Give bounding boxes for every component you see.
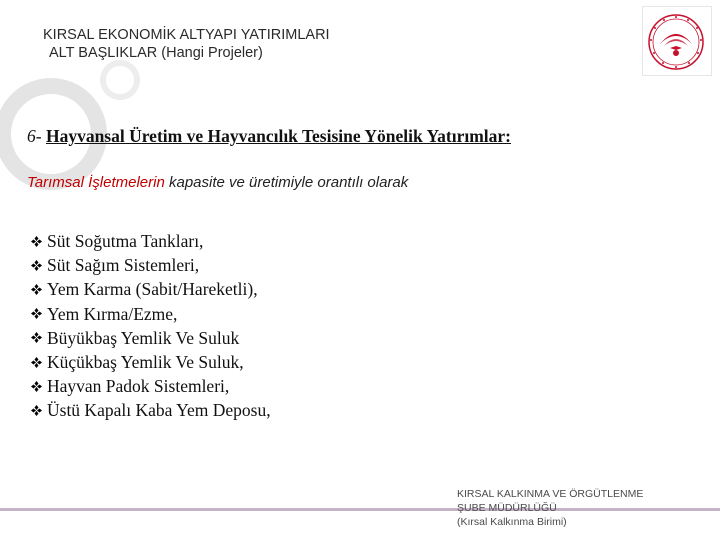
list-item-label: Büyükbaş Yemlik Ve Suluk	[47, 327, 240, 348]
list-item-label: Yem Kırma/Ezme,	[47, 303, 178, 324]
section-title	[27, 126, 511, 147]
list-item	[31, 229, 271, 253]
section-number: 6-	[27, 126, 42, 146]
footer-line-1: KIRSAL KALKINMA VE ÖRGÜTLENME	[457, 488, 644, 500]
section-title-text: Hayvansal Üretim ve Hayvancılık Tesisine Yönelik Yatırımlar:	[45, 126, 512, 146]
list-item	[31, 398, 271, 422]
ministry-seal-icon	[640, 6, 712, 78]
subtitle	[27, 174, 408, 191]
diamond-bullet-icon	[31, 236, 42, 247]
list-item-label: Süt Sağım Sistemleri,	[47, 255, 200, 276]
list-item-label: Yem Karma (Sabit/Hareketli),	[47, 279, 258, 300]
footer-line-3: (Kırsal Kalkınma Birimi)	[457, 516, 567, 528]
list-item	[31, 302, 271, 326]
diamond-bullet-icon	[31, 284, 42, 295]
list-item-label: Üstü Kapalı Kaba Yem Deposu,	[47, 400, 271, 421]
decorative-ring-small	[100, 60, 140, 100]
header-line-1: KIRSAL EKONOMİK ALTYAPI YATIRIMLARI	[43, 27, 330, 43]
list-item	[31, 350, 271, 374]
list-item	[31, 253, 271, 277]
footer-unit-label	[457, 487, 643, 529]
header-line-2: ALT BAŞLIKLAR (Hangi Projeler)	[49, 45, 263, 61]
list-item-label: Hayvan Padok Sistemleri,	[47, 376, 230, 397]
list-item	[31, 374, 271, 398]
diamond-bullet-icon	[31, 357, 42, 368]
diamond-bullet-icon	[31, 260, 42, 271]
list-item	[31, 277, 271, 301]
footer-line-2: ŞUBE MÜDÜRLÜĞÜ	[457, 502, 557, 514]
investment-list	[31, 229, 271, 423]
subtitle-rest: kapasite ve üretimiyle orantılı olarak	[164, 174, 409, 191]
list-item	[31, 326, 271, 350]
subtitle-highlight: Tarımsal İşletmelerin	[27, 174, 165, 191]
slide-header	[43, 26, 330, 62]
diamond-bullet-icon	[31, 405, 42, 416]
diamond-bullet-icon	[31, 381, 42, 392]
list-item-label: Süt Soğutma Tankları,	[47, 231, 204, 252]
diamond-bullet-icon	[31, 332, 42, 343]
list-item-label: Küçükbaş Yemlik Ve Suluk,	[47, 352, 244, 373]
diamond-bullet-icon	[31, 308, 42, 319]
